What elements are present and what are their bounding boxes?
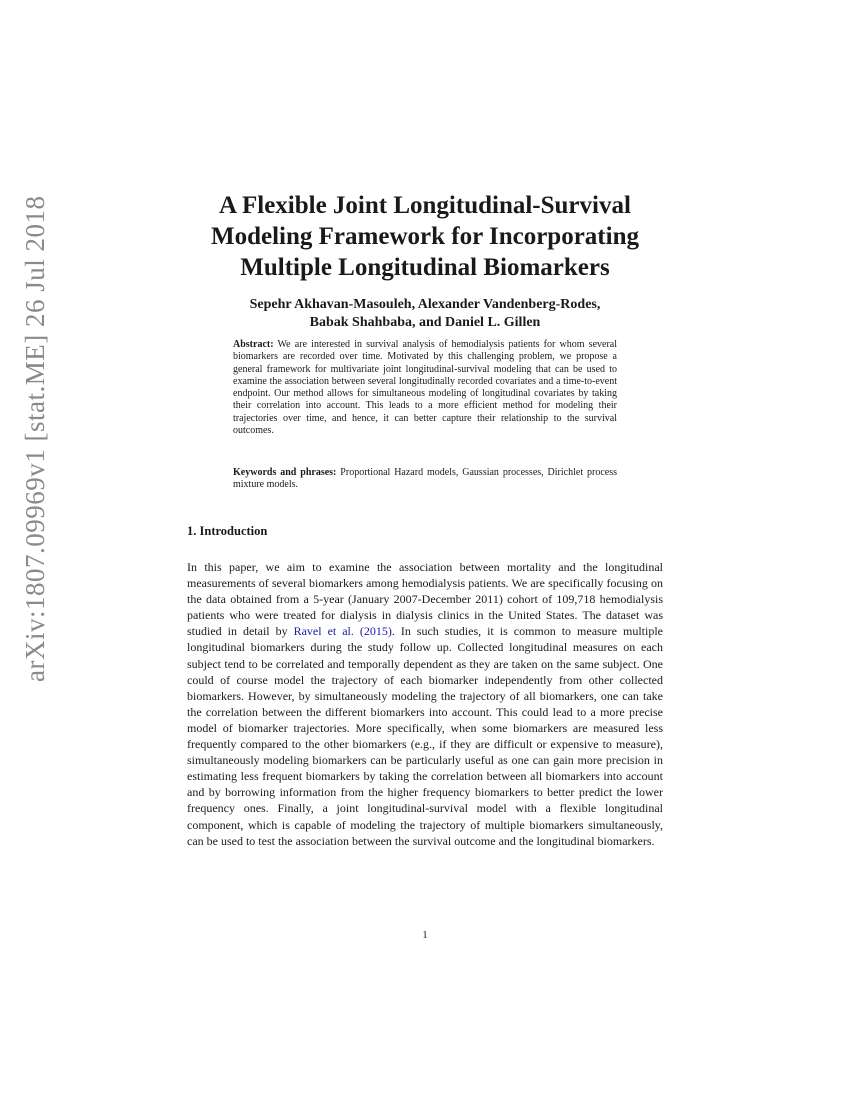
keywords-text: Proportional Hazard models, Gaussian processes, Dirichlet process mixture models. — [233, 467, 617, 491]
title-line: A Flexible Joint Longitudinal-Survival — [219, 192, 631, 219]
abstract-label: Abstract: — [233, 339, 274, 350]
intro-text-part-1: In this paper, we aim to examine the association between mortality and the longitudinal measurements of several biomarkers among hemodialysis patients. We are specifically focusing on the data obtained from a 5-year (January 2007-December 2011) cohort of 109,718 hemodialysis patients who were treated for dialysis in dialysis clinics in the United States. The dataset was studied in detail by — [187, 560, 663, 639]
introduction-paragraph — [187, 559, 663, 849]
paper-title — [150, 190, 700, 283]
keywords-label: Keywords and phrases: — [233, 467, 337, 478]
title-line: Modeling Framework for Incorporating — [211, 223, 639, 250]
citation-link[interactable]: Ravel et al. (2015) — [293, 624, 392, 639]
arxiv-identifier-stamp: arXiv:1807.09969v1 [stat.ME] 26 Jul 2018 — [20, 195, 50, 682]
keywords-block — [233, 467, 617, 492]
section-heading-introduction: 1. Introduction — [187, 524, 268, 538]
author-line: Sepehr Akhavan-Masouleh, Alexander Vandenberg-Rodes, — [249, 297, 601, 312]
author-line: Babak Shahbaba, and Daniel L. Gillen — [309, 315, 541, 330]
abstract-text: We are interested in survival analysis of hemodialysis patients for whom several biomarkers are recorded over time. Motivated by this challenging problem, we propose a general framework for multivariate joint longitudinal-survival modeling that can be used to examine the association between several longitudinally recorded covariates and a time-to-event endpoint. Our method allows for simultaneous modeling of longitudinal covariates by taking their correlation into account. This leads to a more efficient method for modeling their trajectories over time, and hence, it can better capture their relationship to the survival outcomes. — [233, 339, 617, 437]
abstract-block — [233, 339, 617, 437]
author-list — [150, 296, 700, 332]
title-line: Multiple Longitudinal Biomarkers — [240, 254, 610, 281]
page-number: 1 — [422, 929, 428, 941]
intro-text-part-2: . In such studies, it is common to measure multiple longitudinal biomarkers during the study follow up. Collected longitudinal measures on each subject tend to be correlated and temporally dependent as they are taken on the same subject. One could of course model the trajectory of each biomarker independently from other collected biomarkers. However, by simultaneously modeling the trajectory of all biomarkers, one can take the correlation between the different biomarkers into account. This could lead to a more precise model of biomarker trajectories. More specifically, when some biomarkers are measured less frequently compared to the other biomarkers (e.g., if they are difficult or expensive to measure), simultaneously modeling biomarkers can be particularly useful as one can gain more precision in estimating less frequent biomarkers by taking the correlation between all biomarkers into account and by borrowing information from the higher frequency biomarkers to better predict the lower frequency ones. Finally, a joint longitudinal-survival model with a flexible longitudinal component, which is capable of modeling the trajectory of multiple biomarkers simultaneously, can be used to test the association between the survival outcome and the longitudinal biomarkers. — [187, 624, 663, 848]
